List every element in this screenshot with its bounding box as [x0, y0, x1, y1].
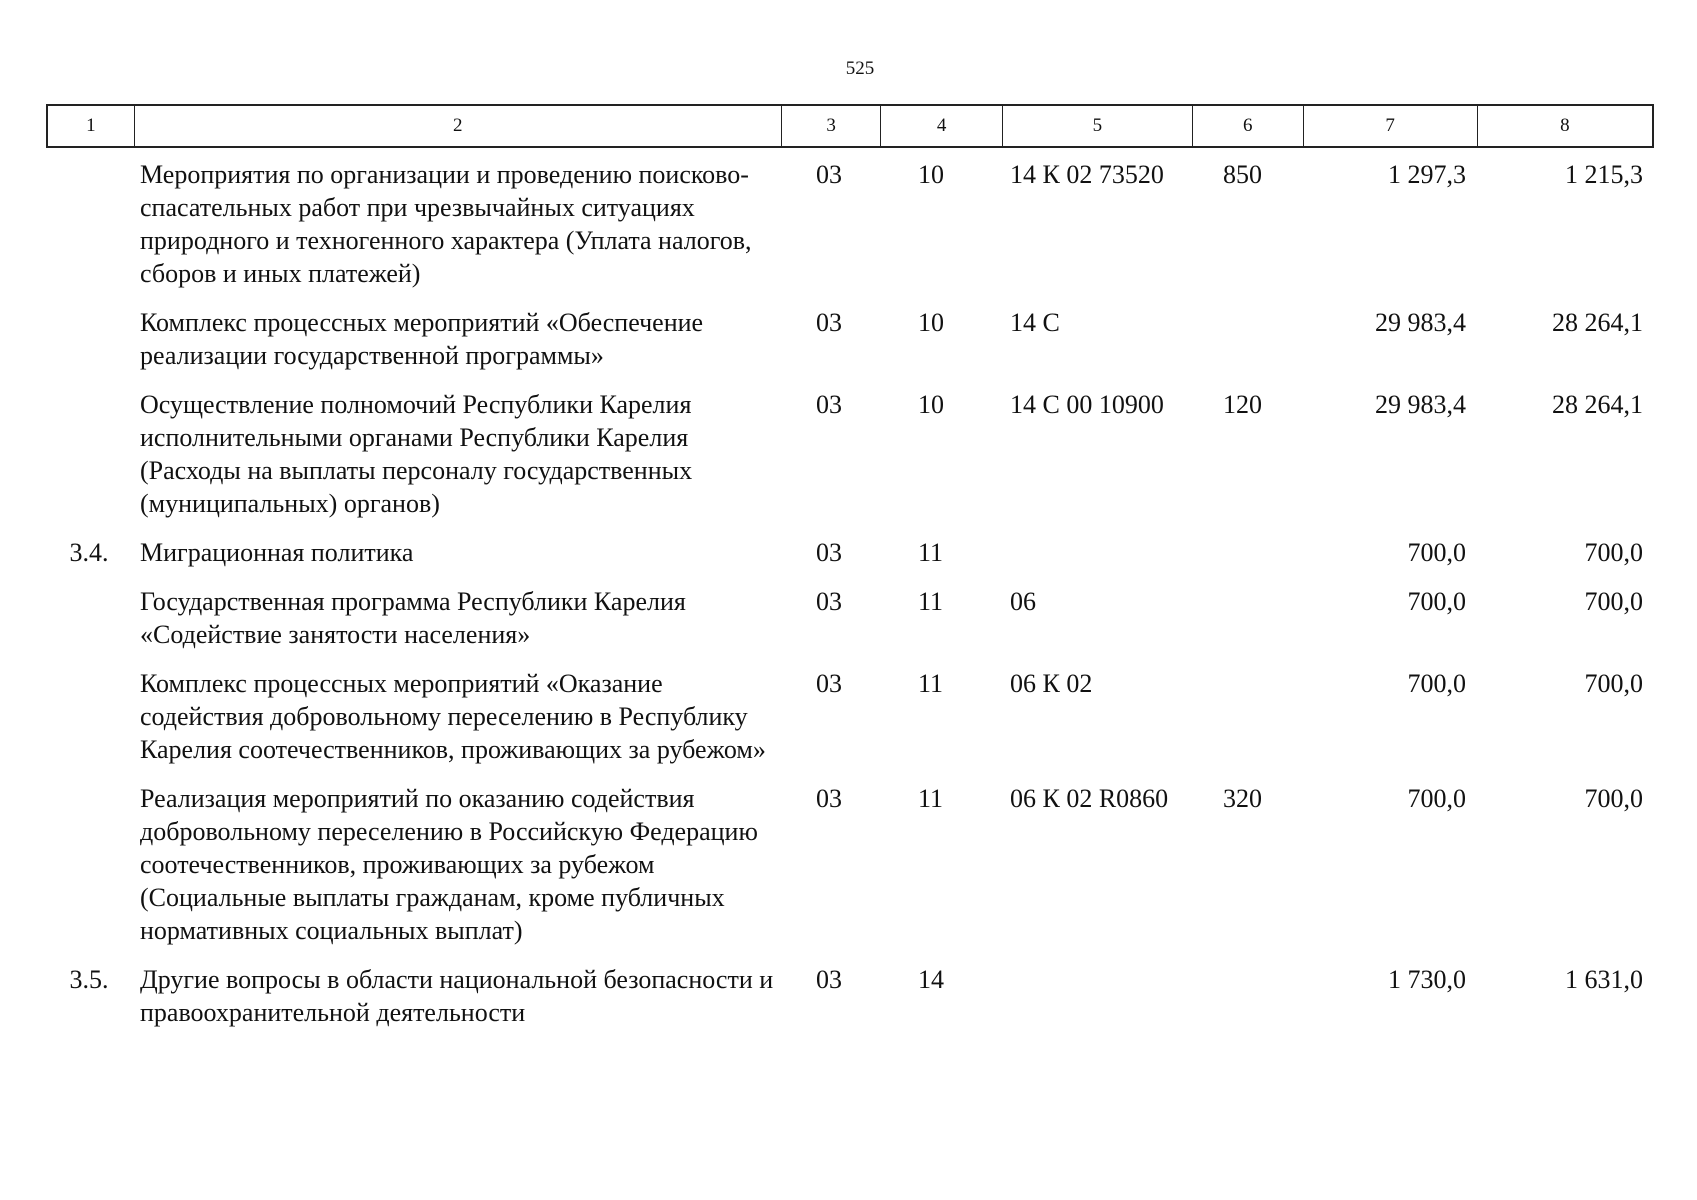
row-section: 03 [816, 538, 842, 567]
row-target-article: 14 К 02 73520 [1010, 160, 1164, 189]
row-amount-1: 29 983,4 [1375, 308, 1466, 337]
table-row [46, 388, 1654, 520]
table-row [46, 158, 1654, 290]
row-section: 03 [816, 669, 842, 698]
table-row [46, 306, 1654, 372]
row-section: 03 [816, 308, 842, 337]
row-name: Государственная программа Республики Карелия «Содействие занятости населения» [140, 587, 686, 649]
row-amount-2: 700,0 [1584, 669, 1643, 698]
table-row [46, 963, 1654, 1029]
row-amount-1: 700,0 [1407, 538, 1466, 567]
row-subsection: 11 [918, 669, 944, 698]
row-section: 03 [816, 160, 842, 189]
row-amount-2: 1 215,3 [1565, 160, 1643, 189]
header-cell-7: 7 [1303, 106, 1477, 146]
row-expense-type [1191, 667, 1301, 766]
header-cell-4: 4 [880, 106, 1001, 146]
row-number [46, 585, 132, 651]
row-amount-1: 700,0 [1407, 669, 1466, 698]
row-amount-2: 700,0 [1584, 784, 1643, 813]
row-expense-type: 120 [1223, 390, 1262, 419]
row-subsection: 10 [918, 308, 944, 337]
row-target-article: 14 С 00 10900 [1010, 390, 1164, 419]
row-amount-1: 1 297,3 [1388, 160, 1466, 189]
header-cell-6: 6 [1192, 106, 1303, 146]
table-row [46, 585, 1654, 651]
row-amount-2: 700,0 [1584, 587, 1643, 616]
header-cell-2: 2 [134, 106, 781, 146]
row-section: 03 [816, 965, 842, 994]
row-name: Другие вопросы в области национальной безопасности и правоохранительной деятельности [140, 965, 774, 1027]
row-amount-1: 700,0 [1407, 587, 1466, 616]
row-target-article [1001, 963, 1191, 1029]
row-number [46, 782, 132, 947]
row-target-article [1001, 536, 1191, 569]
row-number [46, 306, 132, 372]
row-section: 03 [816, 587, 842, 616]
row-name: Комплекс процессных мероприятий «Оказание содействия добровольному переселению в Республику Карелия соотечественников, проживающих за рубежом» [140, 669, 766, 764]
row-amount-1: 29 983,4 [1375, 390, 1466, 419]
table-row [46, 667, 1654, 766]
row-target-article: 06 К 02 [1010, 669, 1093, 698]
row-number: 3.5. [69, 965, 109, 994]
row-expense-type [1191, 963, 1301, 1029]
row-target-article: 06 [1010, 587, 1036, 616]
table-row [46, 782, 1654, 947]
table-row [46, 536, 1654, 569]
row-name: Осуществление полномочий Республики Карелия исполнительными органами Республики Карелия (Расходы на выплаты персоналу государственных (муниципальных) органов) [140, 390, 693, 518]
header-cell-8: 8 [1477, 106, 1652, 146]
row-amount-1: 700,0 [1407, 784, 1466, 813]
row-name: Комплекс процессных мероприятий «Обеспечение реализации государственной программы» [140, 308, 704, 370]
row-number [46, 158, 132, 290]
header-cell-3: 3 [781, 106, 881, 146]
row-amount-2: 1 631,0 [1565, 965, 1643, 994]
row-amount-1: 1 730,0 [1388, 965, 1466, 994]
row-subsection: 14 [918, 965, 944, 994]
row-name: Миграционная политика [140, 538, 414, 567]
table-header-row [46, 104, 1654, 148]
row-name: Реализация мероприятий по оказанию содействия добровольному переселению в Российскую Федерацию соотечественников, проживающих за рубежом (Социальные выплаты гражданам, кроме публичных нормативных социальных выплат) [140, 784, 758, 945]
header-cell-1: 1 [86, 115, 96, 136]
row-subsection: 11 [918, 538, 944, 567]
row-name: Мероприятия по организации и проведению поисково-спасательных работ при чрезвычайных ситуациях природного и техногенного характера (Уплата налогов, сборов и иных платежей) [140, 160, 752, 288]
row-subsection: 10 [918, 390, 944, 419]
row-number [46, 667, 132, 766]
row-amount-2: 28 264,1 [1552, 390, 1643, 419]
row-number: 3.4. [69, 538, 109, 567]
row-expense-type: 850 [1223, 160, 1262, 189]
row-subsection: 11 [918, 587, 944, 616]
row-number [46, 388, 132, 520]
row-expense-type [1191, 306, 1301, 372]
header-cell-5: 5 [1002, 106, 1192, 146]
page-number: 525 [845, 58, 875, 79]
row-amount-2: 700,0 [1584, 538, 1643, 567]
row-expense-type [1191, 536, 1301, 569]
row-section: 03 [816, 784, 842, 813]
row-amount-2: 28 264,1 [1552, 308, 1643, 337]
row-expense-type [1191, 585, 1301, 651]
row-section: 03 [816, 390, 842, 419]
row-target-article: 14 С [1010, 308, 1060, 337]
row-target-article: 06 К 02 R0860 [1010, 784, 1169, 813]
budget-table [46, 104, 1654, 1029]
row-subsection: 10 [918, 160, 944, 189]
row-expense-type: 320 [1223, 784, 1262, 813]
row-subsection: 11 [918, 784, 944, 813]
